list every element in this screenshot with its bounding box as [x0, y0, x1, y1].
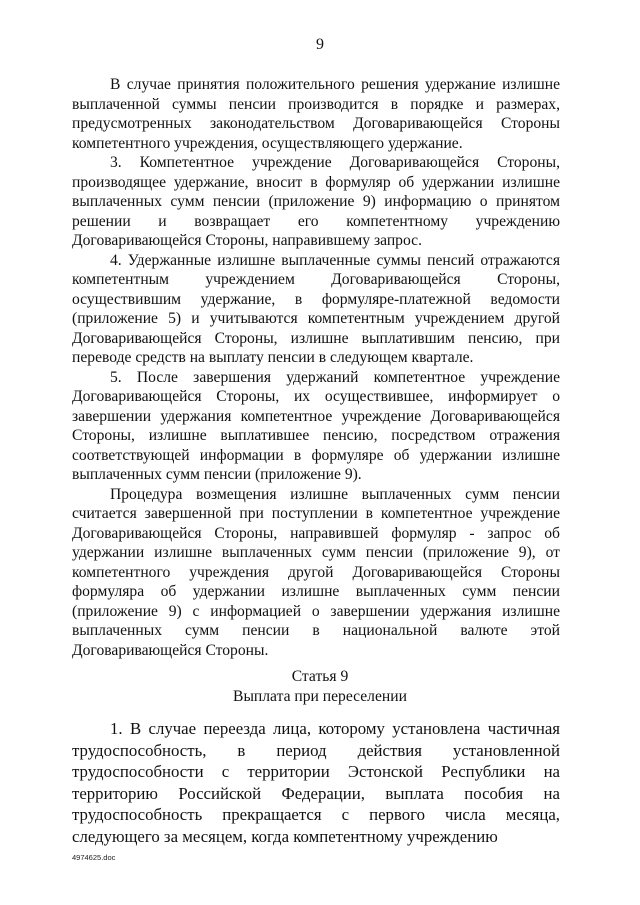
paragraph: Процедура возмещения излишне выплаченных сумм пенсии считается завершенной при поступлении в компетентное учреждение Договаривающейся Стороны, направившей формуляр - запрос об удержании излишне выплаченных сумм пенсии (приложение 9), от компетентного учреждения другой Договаривающейся Стороны формуляра об удержании излишне выплаченных сумм пенсии (приложение 9) с информацией о завершении удержания излишне выплаченных сумм пенсии в национальной валюте этой Договаривающейся Стороны.	[72, 485, 560, 659]
paragraph: 1. В случае переезда лица, которому установлена частичная трудоспособность, в период действия установленной трудоспособности с территории Эстонской Республики на территорию Российской Федерации, выплата пособия на трудоспособность прекращается с первого числа месяца, следующего за месяцем, когда компетентному учреждению	[72, 719, 560, 846]
article-body-text	[72, 718, 560, 848]
document-footer-filename: 4974625.doc	[72, 853, 116, 862]
paragraph: 4. Удержанные излишне выплаченные суммы пенсий отражаются компетентным учреждением Договаривающейся Стороны, осуществившим удержание, в формуляре-платежной ведомости (приложение 5) и учитываются компетентным учреждением другой Договаривающейся Стороны, излишне выплатившим пенсию, при переводе средств на выплату пенсии в следующем квартале.	[72, 251, 560, 366]
body-text	[72, 75, 560, 660]
page-number: 9	[316, 36, 324, 53]
paragraph: 3. Компетентное учреждение Договаривающейся Стороны, производящее удержание, вносит в формуляр об удержании излишне выплаченных сумм пенсии (приложение 9) информацию о принятом решении и возвращает его компетентному учреждению Договаривающейся Стороны, направившему запрос.	[72, 154, 560, 249]
paragraph: 5. После завершения удержаний компетентное учреждение Договаривающейся Стороны, их осуществившее, информирует о завершении удержания компетентное учреждение Договаривающейся Стороны, излишне выплатившее пенсию, посредством отражения соответствующей информации в формуляре об удержании излишне выплаченных сумм пенсии (приложение 9).	[72, 368, 560, 483]
article-title: Выплата при переселении	[233, 688, 407, 705]
article-number: Статья 9	[291, 668, 349, 685]
paragraph: В случае принятия положительного решения удержание излишне выплаченной суммы пенсии производится в порядке и размерах, предусмотренных законодательством Договаривающейся Стороны компетентного учреждения, осуществляющего удержание.	[72, 76, 560, 152]
